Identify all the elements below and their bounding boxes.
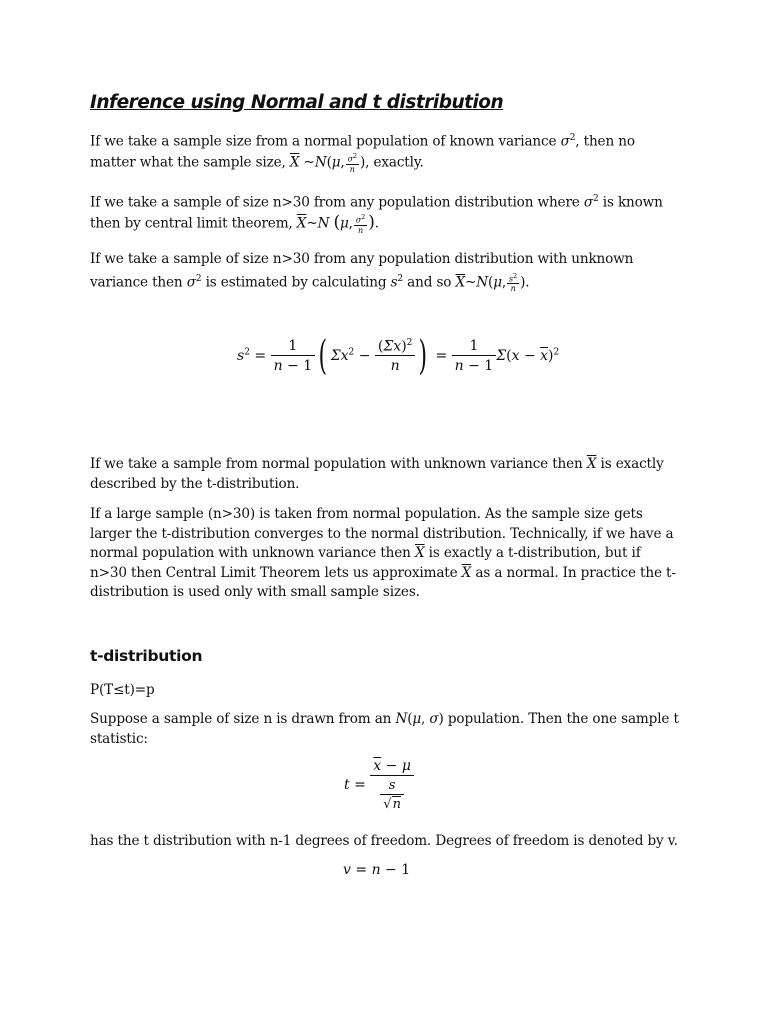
paragraph-unknown-variance: If we take a sample of size n>30 from any population distribution with unknown variance then $\sigma^2$ is estimated by calculating $s^2$ and so $\overline{X}\sim N(\mu$, $\frac{s^2}{n}$ ). (90, 251, 634, 294)
page-title: Inference using Normal and t distribution (90, 92, 504, 113)
paragraph-t-exact: If we take a sample from normal population with unknown variance then $\overline{X}$ is exactly described by the t-distribution. (90, 456, 664, 492)
dof-equation: v = n − 1 (343, 862, 411, 878)
text: population. Then the one sample t statistic: (90, 711, 679, 747)
text: , then no matter what the sample size, (90, 133, 635, 171)
text: If we take a sample of size n>30 from any population distribution with unknown variance then (90, 251, 634, 291)
text: Suppose a sample of size n is drawn from an (90, 711, 396, 727)
probability-line: P(T≤t)=p (90, 682, 155, 698)
text: as a normal. In practice the t-distribution is used only with small sample sizes. (90, 564, 676, 601)
text: is known then by central limit theorem, (90, 194, 663, 232)
text: If we take a sample from normal population with unknown variance then (90, 456, 583, 472)
paragraph-known-variance: If we take a sample size from a normal population of known variance $\sigma^2$, then no matter what the sample size, $\overline{X}$ ~N(μ, $\frac{\sigma^2}{n}$ ), exactly. (90, 133, 635, 174)
text: If a large sample (n>30) is taken from normal population. As the sample size gets larger the t-distribution converges to the normal distribution. Technically, if we have a normal population with unknown variance then (90, 506, 674, 562)
paragraph-degrees-of-freedom: has the t distribution with n-1 degrees of freedom. Degrees of freedom is denoted by v. (90, 833, 678, 849)
text: is exactly described by the t-distribution. (90, 456, 664, 492)
t-statistic-equation: t = $\frac{\overline{x} - \mu}{\frac{s}{√n}}$ (344, 758, 414, 812)
paragraph-large-sample: If a large sample (n>30) is taken from normal population. As the sample size gets larger the t-distribution converges to the normal distribution. Technically, if we have a normal population with unknown variance then $\overline{X}$ is exactly a t-distribution, but if n>30 then Central Limit Theorem lets us approximate $\overline{X}$ as a normal. In practice the t-distribution is used only with small sample sizes. (90, 506, 676, 601)
section-heading-t-distribution: t-distribution (90, 647, 203, 665)
text: and so (403, 274, 456, 291)
text: If we take a sample of size n>30 from any population distribution where (90, 194, 584, 211)
variance-equation: $s^2$ = $\frac{1}{n - 1}$ ( $\Sigma x^2$ − $\frac{(\Sigma x)^2}{n}$ ) = $\frac{1}{n - 1}$ $\Sigma(x - \overline{x})^2$ (237, 333, 560, 379)
text: , exactly. (365, 154, 424, 171)
text: is estimated by calculating (201, 274, 391, 291)
text: If we take a sample size from a normal population of known variance (90, 133, 561, 150)
text: is exactly a t-distribution, but if n>30 then Central Limit Theorem lets us approximate (90, 545, 641, 581)
paragraph-one-sample: Suppose a sample of size n is drawn from an N(μ, σ) population. Then the one sample t statistic: (90, 711, 679, 747)
paragraph-clt: If we take a sample of size n>30 from any population distribution where $\sigma^2$ is known then by central limit theorem, $\overline{X}\sim N$ (μ, $\frac{\sigma^2}{n}$ ). (90, 194, 663, 235)
